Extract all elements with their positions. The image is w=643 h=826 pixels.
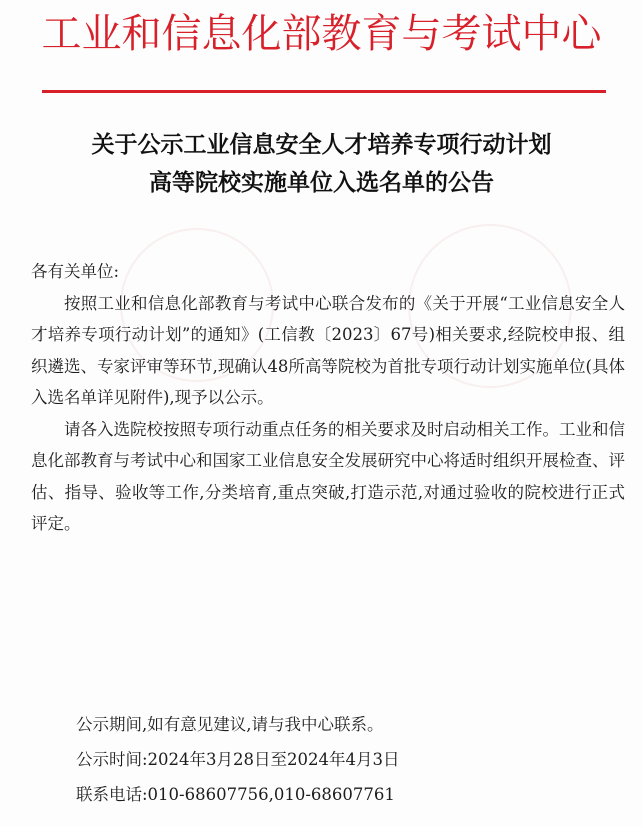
footer-period-line: 公示时间:2024年3月28日至2024年4月3日 xyxy=(76,750,400,769)
footer-contact-line: 联系电话:010-68607756,010-68607761 xyxy=(76,785,395,804)
letterhead-red-rule xyxy=(42,90,606,93)
notice-body xyxy=(31,256,625,540)
notice-title xyxy=(18,126,625,202)
letterhead-org-name: 工业和信息化部教育与考试中心 xyxy=(41,11,602,57)
notice-title-line-1: 关于公示工业信息安全人才培养专项行动计划 xyxy=(91,132,552,158)
notice-title-line-2: 高等院校实施单位入选名单的公告 xyxy=(149,170,494,196)
body-paragraph-2: 请各入选院校按照专项行动重点任务的相关要求及时启动相关工作。工业和信息化部教育与考试中心和国家工业信息安全发展研究中心将适时组织开展检查、评估、指导、验收等工作,分类培育,重点突破,打造示范,对通过验收的院校进行正式评定。 xyxy=(31,419,625,533)
footer-feedback-line: 公示期间,如有意见建议,请与我中心联系。 xyxy=(76,715,384,734)
body-paragraph-1: 按照工业和信息化部教育与考试中心联合发布的《关于开展“工业信息安全人才培养专项行动计划”的通知》(工信教〔2023〕67号)相关要求,经院校申报、组织遴选、专家评审等环节,现确认48所高等院校为首批专项行动计划实施单位(具体入选名单详见附件),现予以公示。 xyxy=(31,293,625,407)
salutation: 各有关单位: xyxy=(31,262,120,281)
notice-footer xyxy=(76,707,616,812)
